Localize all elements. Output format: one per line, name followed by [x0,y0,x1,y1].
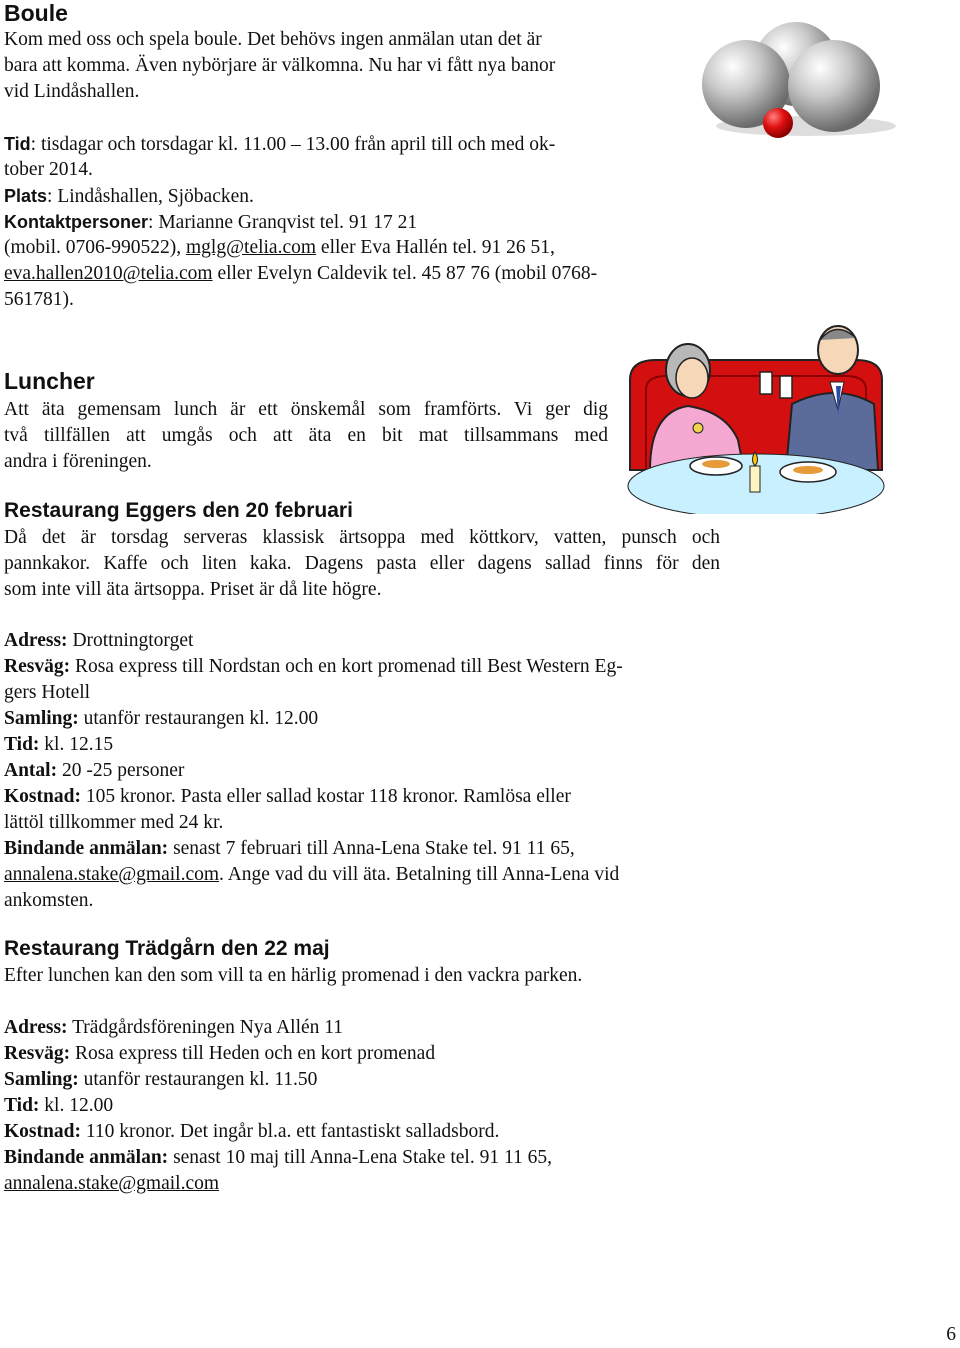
boule-tid-text-cont: tober 2014. [4,159,93,180]
eggers-samling: utanför restaurangen kl. 12.00 [78,708,319,729]
tradgarn-kostnad-label: Kostnad: [4,1121,81,1142]
eggers-anmalan-cont: . Ange vad du vill äta. Betalning till Anna-Lena vid [219,864,620,885]
eggers-title: Restaurang Eggers den 20 februari [4,499,353,522]
eggers-antal-label: Antal: [4,760,58,781]
tradgarn-title: Restaurang Trädgårn den 22 maj [4,937,330,960]
boule-intro-line: Kom med oss och spela boule. Det behövs ingen anmälan utan det är [4,29,542,50]
boule-kontakt-line4: 561781). [4,289,74,310]
boule-intro-line: bara att komma. Även nybörjare är välkomna. Nu har vi fått nya banor [4,55,556,76]
eggers-anmalan-label: Bindande anmälan: [4,838,169,859]
tradgarn-resvag-label: Resväg: [4,1043,71,1064]
boule-details [4,131,597,313]
eggers-desc-line: pannkakor. Kaffe och liten kaka. Dagens pasta eller dagens sallad finns för den [4,553,720,574]
eggers-anmalan: senast 7 februari till Anna-Lena Stake tel. 91 11 65, [168,838,575,859]
eggers-tid-label: Tid: [4,734,40,755]
lunch-couple-image [626,320,886,514]
tradgarn-samling-label: Samling: [4,1069,79,1090]
eggers-anmalan-end: ankomsten. [4,890,94,911]
eggers-resvag: Rosa express till Nordstan och en kort promenad till Best Western Eg- [70,656,623,677]
eggers-antal: 20 -25 personer [57,760,185,781]
eggers-kostnad-cont: lättöl tillkommer med 24 kr. [4,812,224,833]
tradgarn-kostnad: 110 kronor. Det ingår bl.a. ett fantastiskt salladsbord. [80,1121,500,1142]
eggers-adress-label: Adress: [4,630,68,651]
boule-intro-line: vid Lindåshallen. [4,81,140,102]
boule-title: Boule [4,0,68,26]
boule-intro [4,27,555,105]
luncher-intro-line: andra i föreningen. [4,451,152,472]
tradgarn-anmalan-label: Bindande anmälan: [4,1147,169,1168]
boule-plats-label: Plats [4,186,48,206]
boule-kontakt-text: : Marianne Granqvist tel. 91 17 21 [148,212,418,233]
luncher-intro [4,397,608,475]
tradgarn-adress-label: Adress: [4,1017,68,1038]
tradgarn-tid-label: Tid: [4,1095,40,1116]
boule-kontakt-line2b: eller Eva Hallén tel. 91 26 51, [316,237,555,258]
tradgarn-details [4,1015,552,1197]
tradgarn-tid: kl. 12.00 [39,1095,114,1116]
eggers-resvag-label: Resväg: [4,656,71,677]
eggers-desc-line: som inte vill äta ärtsoppa. Priset är då lite högre. [4,579,382,600]
email-link-eva[interactable]: eva.hallen2010@telia.com [4,263,213,284]
tradgarn-samling: utanför restaurangen kl. 11.50 [78,1069,318,1090]
email-link-annalena-2[interactable]: annalena.stake@gmail.com [4,1173,220,1194]
email-link-mglg[interactable]: mglg@telia.com [185,237,317,258]
luncher-title: Luncher [4,368,95,394]
eggers-kostnad: 105 kronor. Pasta eller sallad kostar 118 kronor. Ramlösa eller [80,786,571,807]
tradgarn-resvag: Rosa express till Heden och en kort promenad [70,1043,436,1064]
boule-kontakt-line2: (mobil. 0706-990522), [4,237,186,258]
eggers-resvag-cont: gers Hotell [4,682,91,703]
page-number: 6 [946,1324,956,1345]
email-link-annalena[interactable]: annalena.stake@gmail.com [4,864,220,885]
tradgarn-anmalan: senast 10 maj till Anna-Lena Stake tel. 91 11 65, [168,1147,552,1168]
eggers-kostnad-label: Kostnad: [4,786,81,807]
luncher-intro-line: Att äta gemensam lunch är ett önskemål som framförts. Vi ger dig [4,399,608,420]
eggers-samling-label: Samling: [4,708,79,729]
eggers-desc-line: Då det är torsdag serveras klassisk ärtsoppa med köttkorv, vatten, punsch och [4,527,720,548]
eggers-description [4,525,720,603]
eggers-tid: kl. 12.15 [39,734,114,755]
boule-kontakt-label: Kontaktpersoner [4,212,149,232]
tradgarn-adress: Trädgårdsföreningen Nya Allén 11 [67,1017,344,1038]
eggers-adress: Drottningtorget [67,630,194,651]
boule-tid-label: Tid [4,134,31,154]
tradgarn-description: Efter lunchen kan den som vill ta en härlig promenad i den vackra parken. [4,965,583,986]
luncher-intro-line: två tillfällen att umgås och att äta en bit mat tillsammans med [4,425,608,446]
boule-balls-image [696,14,902,144]
boule-plats-text: : Lindåshallen, Sjöbacken. [47,186,254,207]
eggers-details [4,628,623,914]
boule-kontakt-line3: eller Evelyn Caldevik tel. 45 87 76 (mobil 0768- [212,263,598,284]
boule-tid-text: : tisdagar och torsdagar kl. 11.00 – 13.00 från april till och med ok- [30,134,556,155]
